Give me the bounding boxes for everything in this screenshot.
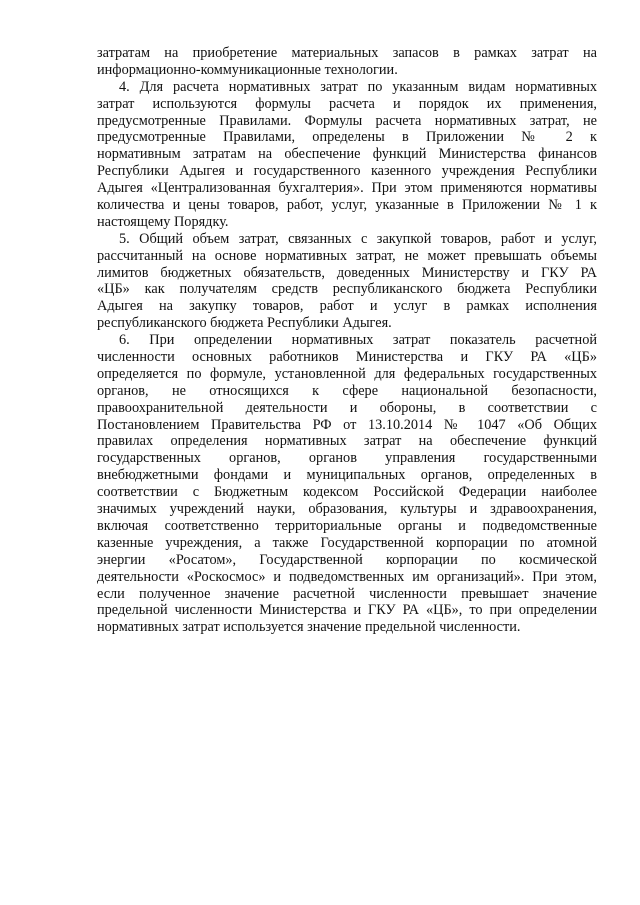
text-line: государственных органов, органов управления государственными bbox=[97, 450, 597, 467]
text-line: 4. Для расчета нормативных затрат по указанным видам нормативных bbox=[119, 78, 597, 95]
text-line: внебюджетными фондами и муниципальных органов, определенных в bbox=[97, 467, 597, 484]
text-line: предельной численности Министерства и ГКУ РА «ЦБ», то при определении bbox=[97, 602, 597, 619]
text-line: «ЦБ» как получателям средств республиканского бюджета Республики bbox=[97, 281, 597, 298]
text-line: деятельности «Роскосмос» и подведомственных им организаций». При этом, bbox=[97, 568, 597, 585]
text-line: значимых учреждений науки, образования, культуры и здравоохранения, bbox=[97, 501, 597, 518]
text-line: 5. Общий объем затрат, связанных с закупкой товаров, работ и услуг, bbox=[119, 230, 597, 247]
text-line: нормативных затрат используется значение предельной численности. bbox=[97, 619, 521, 636]
text-line: предусмотренные Правилами, определены в Приложении № 2 к bbox=[97, 129, 597, 146]
text-line: предусмотренные Правилами. Формулы расчета нормативных затрат, не bbox=[97, 112, 597, 129]
text-line: лимитов бюджетных обязательств, доведенных Министерству и ГКУ РА bbox=[97, 264, 597, 281]
text-line: соответствии с Бюджетным кодексом Российской Федерации наиболее bbox=[97, 484, 597, 501]
text-line: казенные учреждения, а также Государственной корпорации по атомной bbox=[97, 534, 597, 551]
text-line: 6. При определении нормативных затрат показатель расчетной bbox=[119, 332, 597, 349]
text-line: правилах определения нормативных затрат на обеспечение функций bbox=[97, 433, 597, 450]
text-line: республиканского бюджета Республики Адыгея. bbox=[97, 315, 392, 332]
text-line: Адыгея на закупку товаров, работ и услуг в рамках исполнения bbox=[97, 298, 597, 315]
text-line: количества и цены товаров, работ, услуг, указанные в Приложении № 1 к bbox=[97, 197, 597, 214]
text-line: если полученное значение расчетной численности превышает значение bbox=[97, 585, 597, 602]
text-line: затрат используются формулы расчета и порядок их применения, bbox=[97, 95, 597, 112]
text-line: численности основных работников Министерства и ГКУ РА «ЦБ» bbox=[97, 349, 597, 366]
text-line: нормативным затратам на обеспечение функций Министерства финансов bbox=[97, 146, 597, 163]
document-page bbox=[97, 45, 597, 636]
text-line: настоящему Порядку. bbox=[97, 213, 229, 230]
text-line: определяется по формуле, установленной для федеральных государственных bbox=[97, 365, 597, 382]
text-line: правоохранительной деятельности и обороны, в соответствии с bbox=[97, 399, 597, 416]
text-line: рассчитанный на основе нормативных затрат, не может превышать объемы bbox=[97, 247, 597, 264]
text-line: Постановлением Правительства РФ от 13.10.2014 № 1047 «Об Общих bbox=[97, 416, 597, 433]
text-line: включая соответственно территориальные органы и подведомственные bbox=[97, 517, 597, 534]
text-line: энергии «Росатом», Государственной корпорации по космической bbox=[97, 551, 597, 568]
text-line: затратам на приобретение материальных запасов в рамках затрат на bbox=[97, 45, 597, 61]
text-line: органов, не относящихся к сфере национальной безопасности, bbox=[97, 382, 597, 399]
text-line: Адыгея «Централизованная бухгалтерия». При этом применяются нормативы bbox=[97, 180, 597, 197]
text-line: информационно-коммуникационные технологии. bbox=[97, 61, 398, 78]
text-line: Республики Адыгея и государственного казенного учреждения Республики bbox=[97, 163, 597, 180]
